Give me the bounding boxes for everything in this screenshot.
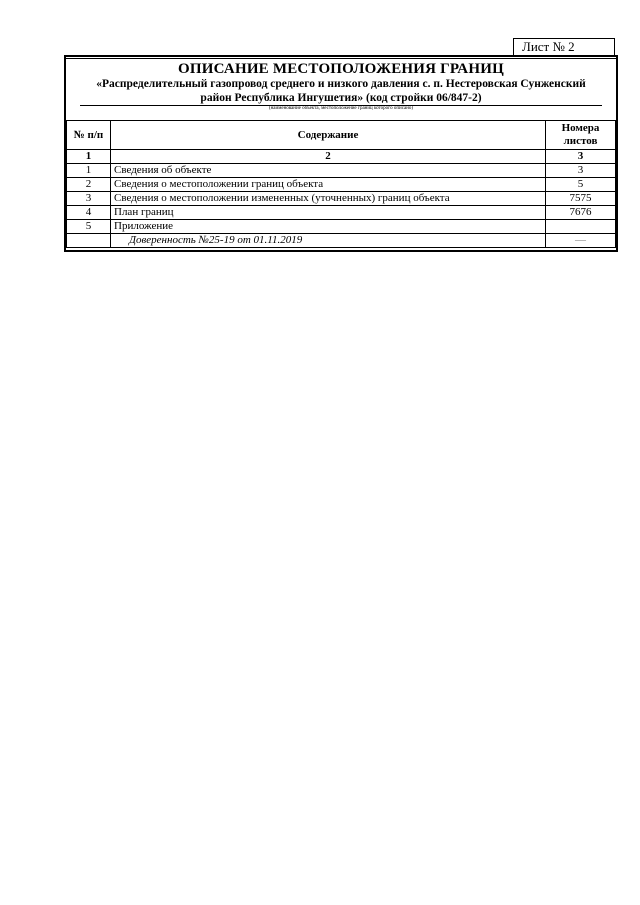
- row-pages: [546, 220, 616, 234]
- frame-inner-line: [66, 58, 616, 59]
- table-row: [67, 192, 616, 206]
- table-header-row: [67, 121, 616, 150]
- object-name: «Распределительный газопровод среднего и низкого давления с. п. Нестеровская Сунженский район Республика Ингушетия» (код стройки 06/847-2): [96, 78, 586, 104]
- row-pages: 7676: [546, 206, 616, 220]
- row-pages: 3: [546, 164, 616, 178]
- attachment-row: [67, 234, 616, 248]
- header-content: Содержание: [111, 121, 546, 150]
- row-content: Сведения о местоположении измененных (уточненных) границ объекта: [111, 192, 546, 206]
- contents-table: [66, 120, 616, 248]
- table-row: [67, 164, 616, 178]
- object-name-caption: (наименование объекта, местоположение границ которого описано): [268, 106, 414, 111]
- document-title: ОПИСАНИЕ МЕСТОПОЛОЖЕНИЯ ГРАНИЦ: [178, 61, 504, 77]
- row-number-empty: [67, 234, 111, 248]
- sheet-number-label: Лист № 2: [513, 38, 615, 56]
- table-row: [67, 206, 616, 220]
- row-number: 1: [67, 164, 111, 178]
- column-number-row: [67, 150, 616, 164]
- header-number: № п/п: [67, 121, 111, 150]
- row-content: Сведения о местоположении границ объекта: [111, 178, 546, 192]
- column-number: 2: [111, 150, 546, 164]
- row-pages: 5: [546, 178, 616, 192]
- header-pages: Номера листов: [546, 121, 616, 150]
- row-number: 3: [67, 192, 111, 206]
- column-number: 3: [546, 150, 616, 164]
- row-content: План границ: [111, 206, 546, 220]
- row-content: Приложение: [111, 220, 546, 234]
- attachment-pages: —: [546, 234, 616, 248]
- row-content: Сведения об объекте: [111, 164, 546, 178]
- table-row: [67, 220, 616, 234]
- row-number: 2: [67, 178, 111, 192]
- row-number: 5: [67, 220, 111, 234]
- attachment-content: Доверенность №25-19 от 01.11.2019: [111, 234, 546, 248]
- document-frame: [64, 55, 618, 252]
- table-row: [67, 178, 616, 192]
- row-pages: 7575: [546, 192, 616, 206]
- column-number: 1: [67, 150, 111, 164]
- row-number: 4: [67, 206, 111, 220]
